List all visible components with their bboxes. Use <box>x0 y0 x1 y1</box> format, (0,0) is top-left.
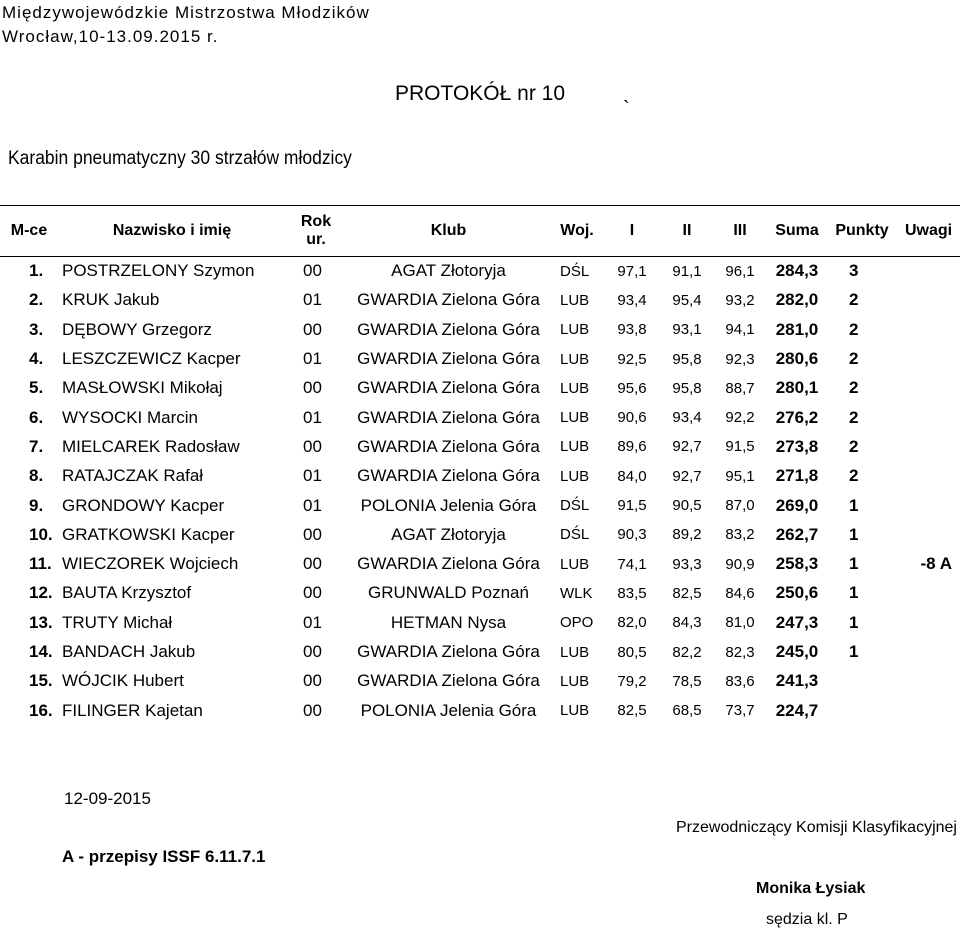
col-notes-header: Uwagi <box>897 206 960 257</box>
competition-name: Międzywojewódzkie Mistrzostwa Młodzików <box>2 3 370 22</box>
cell-voivodeship: LUB <box>560 702 590 720</box>
cell-series1: 82,5 <box>617 702 647 720</box>
cell-points: 1 <box>849 495 859 515</box>
cell-voivodeship: LUB <box>560 672 590 690</box>
cell-points: 2 <box>849 349 859 369</box>
place-and-date: Wrocław,10-13.09.2015 r. <box>2 27 219 46</box>
col-year-header <box>286 206 346 257</box>
cell-series1: 93,4 <box>617 291 647 309</box>
cell-points <box>827 696 897 725</box>
cell-notes <box>897 344 960 373</box>
cell-position: 5. <box>29 378 44 398</box>
judge-class: sędzia kl. P <box>766 911 848 928</box>
cell-series3: 81,0 <box>725 614 755 632</box>
col-club-header: Klub <box>346 206 551 257</box>
cell-series3: 84,6 <box>725 584 755 602</box>
cell-series2: 93,3 <box>672 555 702 573</box>
cell-voivodeship: LUB <box>560 467 590 485</box>
cell-position: 13. <box>29 612 53 632</box>
cell-name: FILINGER Kajetan <box>62 700 203 720</box>
cell-notes <box>897 696 960 725</box>
cell-points: 1 <box>849 554 859 574</box>
col-voivodeship-header: Woj. <box>551 206 603 257</box>
cell-sum: 269,0 <box>775 495 819 515</box>
cell-name: GRATKOWSKI Kacper <box>62 524 235 544</box>
cell-notes <box>897 286 960 315</box>
rule-note: A - przepisy ISSF 6.11.7.1 <box>62 847 266 866</box>
cell-year: 01 <box>303 407 322 427</box>
cell-series2: 95,4 <box>672 291 702 309</box>
cell-sum: 247,3 <box>775 612 819 632</box>
cell-sum: 282,0 <box>775 290 819 310</box>
cell-series2: 92,7 <box>672 438 702 456</box>
cell-club: POLONIA Jelenia Góra <box>360 700 537 720</box>
cell-series1: 93,8 <box>617 321 647 339</box>
cell-series3: 96,1 <box>725 262 755 280</box>
cell-notes <box>897 579 960 608</box>
cell-year: 01 <box>303 290 322 310</box>
cell-position: 3. <box>29 319 44 339</box>
cell-notes <box>897 257 960 286</box>
cell-position: 8. <box>29 466 44 486</box>
cell-series3: 90,9 <box>725 555 755 573</box>
cell-notes <box>897 315 960 344</box>
cell-sum: 271,8 <box>775 466 819 486</box>
cell-name: WIECZOREK Wojciech <box>62 554 239 574</box>
cell-notes <box>897 374 960 403</box>
cell-notes <box>897 432 960 461</box>
cell-series1: 97,1 <box>617 262 647 280</box>
table-row <box>0 344 960 373</box>
cell-voivodeship: DŚL <box>560 262 590 280</box>
table-row <box>0 403 960 432</box>
col-series1-header: I <box>603 206 661 257</box>
cell-points: 2 <box>849 407 859 427</box>
cell-position: 15. <box>29 671 53 691</box>
cell-series1: 74,1 <box>617 555 647 573</box>
table-row <box>0 374 960 403</box>
table-row <box>0 579 960 608</box>
cell-club: AGAT Złotoryja <box>391 261 506 281</box>
table-row <box>0 462 960 491</box>
cell-points: 1 <box>849 642 859 661</box>
cell-position: 2. <box>29 290 44 310</box>
cell-sum: 245,0 <box>775 642 819 661</box>
col-series3-header: III <box>713 206 767 257</box>
cell-series3: 91,5 <box>725 438 755 456</box>
cell-series3: 83,6 <box>725 672 755 690</box>
table-row <box>0 696 960 725</box>
cell-series1: 92,5 <box>617 350 647 368</box>
cell-series1: 89,6 <box>617 438 647 456</box>
cell-sum: 262,7 <box>775 524 819 544</box>
cell-voivodeship: OPO <box>560 614 594 632</box>
judge-name: Monika Łysiak <box>756 880 866 897</box>
cell-notes: -8 A <box>920 554 952 574</box>
cell-year: 01 <box>303 466 322 486</box>
protocol-date: 12-09-2015 <box>64 789 151 808</box>
cell-series2: 91,1 <box>672 262 702 280</box>
cell-position: 16. <box>29 700 53 720</box>
cell-points: 2 <box>849 290 859 310</box>
cell-series2: 89,2 <box>672 526 702 544</box>
cell-year: 00 <box>303 642 322 661</box>
cell-series2: 82,5 <box>672 584 702 602</box>
cell-club: HETMAN Nysa <box>390 612 507 632</box>
cell-series2: 68,5 <box>672 702 702 720</box>
cell-sum: 224,7 <box>775 700 819 720</box>
cell-voivodeship: LUB <box>560 379 590 397</box>
chair-title: Przewodniczący Komisji Klasyfikacyjnej <box>676 819 957 836</box>
cell-name: BAUTA Krzysztof <box>62 583 192 603</box>
cell-position: 1. <box>29 261 44 281</box>
cell-series2: 90,5 <box>672 497 702 515</box>
cell-name: RATAJCZAK Rafał <box>62 466 204 486</box>
cell-voivodeship: LUB <box>560 555 590 573</box>
cell-voivodeship: LUB <box>560 438 590 456</box>
col-sum-header: Suma <box>767 206 827 257</box>
cell-position: 11. <box>29 554 52 574</box>
col-position-header: M-ce <box>0 206 58 257</box>
cell-sum: 281,0 <box>775 319 819 339</box>
cell-series3: 92,3 <box>725 350 755 368</box>
cell-notes <box>897 608 960 637</box>
cell-club: GWARDIA Zielona Góra <box>357 378 540 398</box>
cell-position: 9. <box>29 495 44 515</box>
cell-name: GRONDOWY Kacper <box>62 495 225 515</box>
cell-sum: 273,8 <box>775 436 819 456</box>
cell-series2: 95,8 <box>672 350 702 368</box>
cell-series3: 93,2 <box>725 291 755 309</box>
cell-club: AGAT Złotoryja <box>391 524 506 544</box>
cell-name: MASŁOWSKI Mikołaj <box>62 378 223 398</box>
cell-series1: 84,0 <box>617 467 647 485</box>
cell-position: 7. <box>29 436 44 456</box>
cell-year: 00 <box>303 700 322 720</box>
cell-notes <box>897 403 960 432</box>
cell-voivodeship: DŚL <box>560 526 590 544</box>
cell-series1: 80,5 <box>617 643 647 661</box>
cell-series3: 73,7 <box>725 702 755 720</box>
col-year-header-line2: ur. <box>306 231 326 248</box>
cell-sum: 280,6 <box>775 349 819 369</box>
cell-voivodeship: LUB <box>560 643 590 661</box>
cell-sum: 250,6 <box>775 583 819 603</box>
results-table <box>0 205 960 725</box>
cell-name: MIELCAREK Radosław <box>62 436 240 456</box>
cell-club: GRUNWALD Poznań <box>368 583 529 603</box>
table-row <box>0 667 960 696</box>
cell-series2: 84,3 <box>672 614 702 632</box>
cell-points: 3 <box>849 261 859 281</box>
cell-name: BANDACH Jakub <box>62 642 196 661</box>
results-body <box>0 257 960 726</box>
cell-year: 01 <box>303 495 322 515</box>
cell-position: 14. <box>29 642 53 661</box>
cell-club: GWARDIA Zielona Góra <box>357 671 540 691</box>
cell-series2: 93,4 <box>672 409 702 427</box>
cell-series3: 82,3 <box>725 643 755 661</box>
cell-position: 6. <box>29 407 44 427</box>
col-name-header: Nazwisko i imię <box>58 206 286 257</box>
cell-name: LESZCZEWICZ Kacper <box>62 349 241 369</box>
cell-year: 00 <box>303 524 322 544</box>
cell-notes <box>897 667 960 696</box>
cell-year: 00 <box>303 319 322 339</box>
cell-sum: 280,1 <box>775 378 819 398</box>
cell-club: GWARDIA Zielona Góra <box>357 407 540 427</box>
col-points-header: Punkty <box>827 206 897 257</box>
cell-sum: 258,3 <box>775 554 819 574</box>
table-header-row <box>0 206 960 257</box>
table-row <box>0 491 960 520</box>
cell-series1: 83,5 <box>617 584 647 602</box>
event-title: Karabin pneumatyczny 30 strzałów młodzicy <box>8 148 352 169</box>
cell-club: GWARDIA Zielona Góra <box>357 349 540 369</box>
cell-name: KRUK Jakub <box>62 290 160 310</box>
cell-club: GWARDIA Zielona Góra <box>357 554 540 574</box>
cell-position: 12. <box>29 583 53 603</box>
cell-year: 00 <box>303 671 322 691</box>
cell-series3: 92,2 <box>725 409 755 427</box>
cell-points <box>827 667 897 696</box>
cell-notes <box>897 637 960 666</box>
table-row <box>0 286 960 315</box>
cell-series3: 87,0 <box>725 497 755 515</box>
cell-points: 2 <box>849 378 859 398</box>
cell-year: 00 <box>303 378 322 398</box>
cell-club: GWARDIA Zielona Góra <box>357 466 540 486</box>
cell-voivodeship: LUB <box>560 350 590 368</box>
col-series2-header: II <box>661 206 713 257</box>
cell-series2: 92,7 <box>672 467 702 485</box>
cell-points: 2 <box>849 319 859 339</box>
cell-series2: 78,5 <box>672 672 702 690</box>
cell-series1: 91,5 <box>617 497 647 515</box>
cell-series2: 82,2 <box>672 643 702 661</box>
protocol-title: PROTOKÓŁ nr 10 <box>395 82 566 105</box>
cell-points: 2 <box>849 436 859 456</box>
cell-name: POSTRZELONY Szymon <box>62 261 255 281</box>
cell-series1: 95,6 <box>617 379 647 397</box>
cell-year: 00 <box>303 554 322 574</box>
cell-voivodeship: WLK <box>560 584 593 602</box>
cell-series3: 95,1 <box>725 467 755 485</box>
cell-voivodeship: LUB <box>560 321 590 339</box>
cell-series3: 83,2 <box>725 526 755 544</box>
cell-series1: 82,0 <box>617 614 647 632</box>
cell-points: 1 <box>849 524 859 544</box>
cell-position: 10. <box>29 524 53 544</box>
cell-name: TRUTY Michał <box>62 612 173 632</box>
cell-voivodeship: LUB <box>560 291 590 309</box>
cell-points: 1 <box>849 583 859 603</box>
col-year-header-line1: Rok <box>300 213 332 230</box>
cell-year: 01 <box>303 349 322 369</box>
cell-year: 00 <box>303 436 322 456</box>
cell-year: 00 <box>303 583 322 603</box>
cell-notes <box>897 462 960 491</box>
cell-year: 00 <box>303 261 322 281</box>
cell-series2: 93,1 <box>672 321 702 339</box>
cell-name: DĘBOWY Grzegorz <box>62 319 212 339</box>
cell-position: 4. <box>29 349 44 369</box>
cell-notes <box>897 520 960 549</box>
cell-series1: 90,3 <box>617 526 647 544</box>
cell-points: 2 <box>849 466 859 486</box>
cell-voivodeship: DŚL <box>560 497 590 515</box>
table-row <box>0 608 960 637</box>
cell-sum: 284,3 <box>775 261 819 281</box>
cell-series1: 79,2 <box>617 672 647 690</box>
cell-sum: 241,3 <box>775 671 819 691</box>
cell-series3: 94,1 <box>725 321 755 339</box>
cell-club: GWARDIA Zielona Góra <box>357 290 540 310</box>
table-row <box>0 520 960 549</box>
cell-club: GWARDIA Zielona Góra <box>357 319 540 339</box>
cell-sum: 276,2 <box>775 407 819 427</box>
cell-club: POLONIA Jelenia Góra <box>360 495 537 515</box>
cell-name: WYSOCKI Marcin <box>62 407 199 427</box>
table-row <box>0 549 960 578</box>
cell-year: 01 <box>303 612 322 632</box>
stray-tick-mark: ` <box>623 98 630 120</box>
table-row <box>0 637 960 666</box>
cell-name: WÓJCIK Hubert <box>62 671 184 691</box>
table-row <box>0 257 960 286</box>
table-row <box>0 315 960 344</box>
cell-notes <box>897 491 960 520</box>
cell-series3: 88,7 <box>725 379 755 397</box>
cell-points: 1 <box>849 612 859 632</box>
cell-club: GWARDIA Zielona Góra <box>357 642 540 661</box>
cell-voivodeship: LUB <box>560 409 590 427</box>
cell-series1: 90,6 <box>617 409 647 427</box>
table-row <box>0 432 960 461</box>
cell-club: GWARDIA Zielona Góra <box>357 436 540 456</box>
cell-series2: 95,8 <box>672 379 702 397</box>
